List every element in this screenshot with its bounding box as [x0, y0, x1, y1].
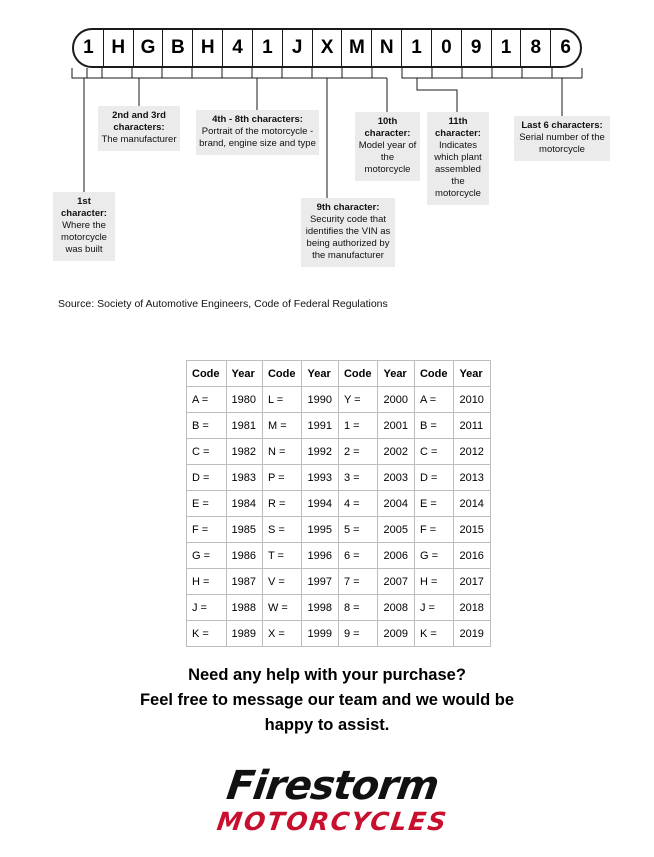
code-cell: C =: [414, 439, 454, 465]
year-cell: 1999: [302, 621, 338, 647]
code-cell: 1 =: [338, 413, 378, 439]
code-cell: V =: [262, 569, 302, 595]
callout-last-six-characters: [514, 116, 610, 161]
vin-character: X: [313, 30, 343, 66]
table-row: [187, 569, 491, 595]
code-cell: Y =: [338, 387, 378, 413]
year-cell: 2009: [378, 621, 414, 647]
callout-tenth-character: [355, 112, 420, 181]
code-cell: A =: [187, 387, 227, 413]
vin-character: H: [193, 30, 223, 66]
code-cell: R =: [262, 491, 302, 517]
year-cell: 2002: [378, 439, 414, 465]
year-cell: 2013: [454, 465, 490, 491]
logo-secondary-text: MOTORCYCLES: [215, 807, 450, 836]
table-row: [187, 543, 491, 569]
column-header: Year: [302, 361, 338, 387]
year-cell: 1995: [302, 517, 338, 543]
year-cell: 1980: [226, 387, 262, 413]
year-cell: 2007: [378, 569, 414, 595]
vin-character: 6: [560, 37, 571, 58]
code-cell: F =: [414, 517, 454, 543]
code-cell: G =: [414, 543, 454, 569]
code-cell: D =: [414, 465, 454, 491]
callout-title: 2nd and 3rd characters:: [112, 110, 166, 133]
callout-title: 4th - 8th characters:: [212, 114, 303, 125]
code-cell: 9 =: [338, 621, 378, 647]
code-cell: G =: [187, 543, 227, 569]
code-cell: J =: [414, 595, 454, 621]
year-cell: 1991: [302, 413, 338, 439]
year-cell: 1988: [226, 595, 262, 621]
table-row: [187, 517, 491, 543]
year-cell: 2003: [378, 465, 414, 491]
callout-body: Indicates which plant assembled the motorcycle: [434, 140, 482, 199]
year-cell: 1983: [226, 465, 262, 491]
code-cell: S =: [262, 517, 302, 543]
callout-title: Last 6 characters:: [521, 120, 603, 131]
code-cell: 2 =: [338, 439, 378, 465]
vin-character: 9: [462, 30, 492, 66]
year-cell: 1994: [302, 491, 338, 517]
help-line-1: Need any help with your purchase?: [188, 666, 466, 684]
year-cell: 2011: [454, 413, 490, 439]
code-cell: K =: [187, 621, 227, 647]
code-cell: M =: [262, 413, 302, 439]
code-cell: X =: [262, 621, 302, 647]
year-cell: 1993: [302, 465, 338, 491]
column-header: Year: [454, 361, 490, 387]
column-header: Code: [338, 361, 378, 387]
help-message: [0, 663, 654, 738]
table-row: [187, 439, 491, 465]
vin-character: 1: [74, 30, 104, 66]
table-row: [187, 387, 491, 413]
code-cell: C =: [187, 439, 227, 465]
year-cell: 1996: [302, 543, 338, 569]
year-cell: 2008: [378, 595, 414, 621]
vin-character: 0: [432, 30, 462, 66]
callout-title: 1st character:: [61, 196, 107, 219]
vin-character: 8: [521, 30, 551, 66]
callout-body: Serial number of the motorcycle: [519, 132, 605, 155]
callout-title: 10th character:: [364, 116, 411, 139]
code-cell: L =: [262, 387, 302, 413]
code-cell: H =: [187, 569, 227, 595]
help-line-2: Feel free to message our team and we would be: [139, 691, 515, 709]
column-header: Code: [187, 361, 227, 387]
year-cell: 2018: [454, 595, 490, 621]
source-note: Source: Society of Automotive Engineers, Code of Federal Regulations: [58, 298, 388, 310]
vin-character: 1: [253, 30, 283, 66]
code-cell: 5 =: [338, 517, 378, 543]
callout-body: Where the motorcycle was built: [61, 220, 107, 255]
callout-ninth-character: [301, 198, 395, 267]
code-cell: 4 =: [338, 491, 378, 517]
callout-title: 11th character:: [435, 116, 481, 139]
table-row: [187, 595, 491, 621]
code-cell: 6 =: [338, 543, 378, 569]
code-cell: F =: [187, 517, 227, 543]
year-cell: 1985: [226, 517, 262, 543]
year-cell: 2010: [454, 387, 490, 413]
vin-character: 4: [223, 30, 253, 66]
code-cell: W =: [262, 595, 302, 621]
table-row: [187, 465, 491, 491]
table-row: [187, 491, 491, 517]
vin-character: 1: [402, 30, 432, 66]
firestorm-motorcycles-logo: [160, 763, 505, 841]
year-code-table-wrapper: [186, 360, 491, 647]
callout-body: The manufacturer: [101, 134, 177, 145]
code-cell: D =: [187, 465, 227, 491]
callout-fourth-eighth-characters: [196, 110, 319, 155]
year-cell: 2000: [378, 387, 414, 413]
vin-character: B: [163, 30, 193, 66]
code-cell: 8 =: [338, 595, 378, 621]
year-cell: 2016: [454, 543, 490, 569]
vin-character: J: [283, 30, 313, 66]
callout-first-character: [53, 192, 115, 261]
vin-character-row: [72, 28, 582, 68]
code-cell: N =: [262, 439, 302, 465]
code-cell: A =: [414, 387, 454, 413]
year-cell: 1997: [302, 569, 338, 595]
year-cell: 1982: [226, 439, 262, 465]
code-cell: B =: [414, 413, 454, 439]
year-cell: 2006: [378, 543, 414, 569]
code-cell: 3 =: [338, 465, 378, 491]
year-cell: 2005: [378, 517, 414, 543]
year-cell: 2014: [454, 491, 490, 517]
code-cell: J =: [187, 595, 227, 621]
column-header: Year: [378, 361, 414, 387]
code-cell: T =: [262, 543, 302, 569]
year-cell: 1990: [302, 387, 338, 413]
vin-character: 1: [492, 30, 522, 66]
code-cell: H =: [414, 569, 454, 595]
column-header: Code: [414, 361, 454, 387]
year-cell: 2012: [454, 439, 490, 465]
year-cell: 1981: [226, 413, 262, 439]
year-cell: 2019: [454, 621, 490, 647]
table-row: [187, 413, 491, 439]
year-cell: 1989: [226, 621, 262, 647]
code-cell: E =: [187, 491, 227, 517]
callout-eleventh-character: [427, 112, 489, 205]
year-cell: 2015: [454, 517, 490, 543]
code-cell: E =: [414, 491, 454, 517]
year-cell: 2004: [378, 491, 414, 517]
code-cell: 7 =: [338, 569, 378, 595]
code-cell: P =: [262, 465, 302, 491]
year-cell: 1998: [302, 595, 338, 621]
year-code-table: [186, 360, 491, 647]
help-line-3: happy to assist.: [264, 716, 390, 734]
code-cell: K =: [414, 621, 454, 647]
vin-character: M: [342, 30, 372, 66]
year-cell: 1992: [302, 439, 338, 465]
vin-character: G: [134, 30, 164, 66]
callout-second-third-characters: [98, 106, 180, 151]
year-cell: 1984: [226, 491, 262, 517]
callout-title: 9th character:: [316, 202, 380, 213]
code-cell: B =: [187, 413, 227, 439]
year-cell: 2001: [378, 413, 414, 439]
year-cell: 2017: [454, 569, 490, 595]
table-header-row: [187, 361, 491, 387]
vin-character: H: [104, 30, 134, 66]
year-cell: 1987: [226, 569, 262, 595]
callout-body: Security code that identifies the VIN as being authorized by the manufacturer: [305, 214, 391, 261]
callout-body: Model year of the motorcycle: [358, 140, 417, 175]
vin-character: N: [372, 30, 402, 66]
table-row: [187, 621, 491, 647]
callout-body: Portrait of the motorcycle - brand, engine size and type: [199, 126, 316, 149]
logo-primary-text: Firestorm: [223, 763, 442, 809]
column-header: Year: [226, 361, 262, 387]
column-header: Code: [262, 361, 302, 387]
year-cell: 1986: [226, 543, 262, 569]
